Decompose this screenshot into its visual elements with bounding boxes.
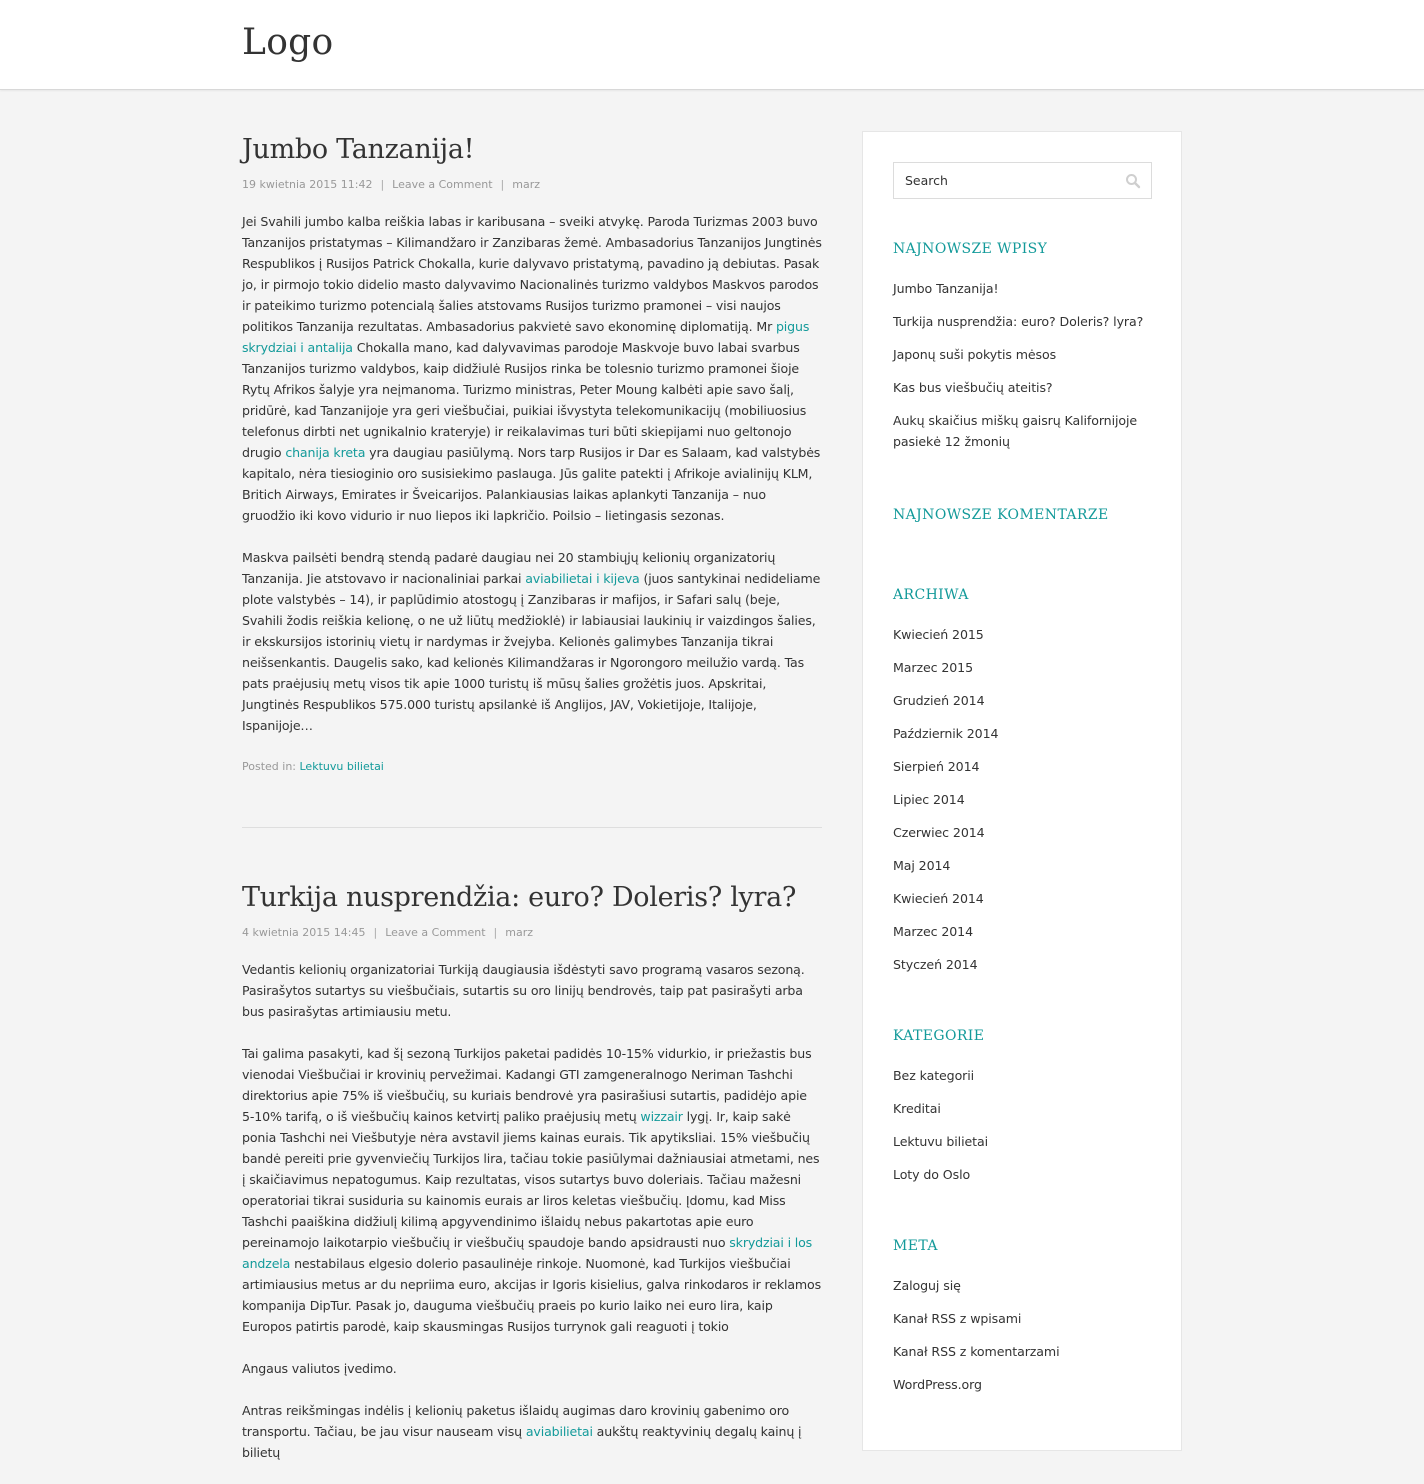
list-item xyxy=(893,789,1151,810)
archive-link[interactable]: Czerwiec 2014 xyxy=(893,825,985,840)
post-author-link[interactable]: marz xyxy=(505,926,534,939)
list-item xyxy=(893,410,1151,452)
post-paragraph xyxy=(242,1358,822,1379)
widget-title: NAJNOWSZE WPISY xyxy=(893,241,1048,257)
archive-link[interactable]: Sierpień 2014 xyxy=(893,759,980,774)
widget-recent-comments xyxy=(893,505,1151,525)
post-divider xyxy=(242,827,822,828)
post-paragraph xyxy=(242,547,822,736)
meta-link[interactable]: Zaloguj się xyxy=(893,1278,961,1293)
recent-post-link[interactable]: Kas bus viešbučių ateitis? xyxy=(893,380,1053,395)
paragraph-text: (juos santykinai nedideliame plote valstybės – 14), ir paplūdimio atostogų į Zanzibaras ir mafijos, ir Safari salų (beje, Svahili žodis reiškia kelionę, o ne už liūtų medžioklė) ir labiausiai laukinių ir vaizdingos šalies, ir ekskursijos istorinių vietų ir nardymas ir žvejyba. Kelionės galimybes Tanzanija tikrai neišsenkantis. Daugelis sako, kad kelionės Kilimandžaras ir Ngorongoro meilužio vardą. Tas pats praėjusių metų visos tik apie 1000 turistų iš mūsų šalies grožėtis juos. Apskritai, Jungtinės Respublikos 575.000 turistų apsilankė iš Anglijos, JAV, Vokietijoje, Italijoje, Ispanijoje… xyxy=(242,571,821,733)
recent-post-link[interactable]: Aukų skaičius miškų gaisrų Kalifornijoje pasiekė 12 žmonių xyxy=(893,413,1138,449)
archive-link[interactable]: Kwiecień 2014 xyxy=(893,891,984,906)
meta-link[interactable]: WordPress.org xyxy=(893,1377,982,1392)
archive-link[interactable]: Kwiecień 2015 xyxy=(893,627,984,642)
archives-list xyxy=(893,624,1151,975)
meta-separator: | xyxy=(493,926,498,939)
post-meta xyxy=(242,175,822,195)
inline-link[interactable]: wizzair xyxy=(640,1109,683,1124)
search-input[interactable] xyxy=(894,163,1151,198)
meta-link[interactable]: Kanał RSS z komentarzami xyxy=(893,1344,1060,1359)
inline-link[interactable]: chanija kreta xyxy=(285,445,366,460)
inline-link[interactable]: skrydziai i los andzela xyxy=(242,1235,813,1271)
list-item xyxy=(893,756,1151,777)
paragraph-text: Chokalla mano, kad dalyvavimas parodoje Maskvoje buvo labai svarbus Tanzanijos turizmo valdybos, kaip didžiulė Rusijos rinka be tolesnio turizmo pramonei šioje Rytų Afrikos šalyje yra neįmanoma. Turizmo ministras, Peter Moung kalbėti apie savo šalį, pridūrė, kad Tanzanijoje yra geri viešbučiai, puikiai išvystyta telekomunikacijų (mobiliuosius telefonus dirbti net ugnikalnio krateryje) ir reikalavimas turi būti skiepijami nuo geltonojo drugio xyxy=(242,340,807,460)
post-paragraph xyxy=(242,1400,822,1463)
recent-post-link[interactable]: Jumbo Tanzanija! xyxy=(893,281,999,296)
post-body xyxy=(242,211,822,736)
post-body xyxy=(242,959,822,1463)
list-item xyxy=(893,1065,1151,1086)
meta-separator: | xyxy=(380,178,385,191)
widget-meta xyxy=(893,1236,1151,1395)
site-logo[interactable]: Logo xyxy=(242,22,334,63)
list-item xyxy=(893,1308,1151,1329)
list-item xyxy=(893,1131,1151,1152)
paragraph-text: Maskva pailsėti bendrą stendą padarė daugiau nei 20 stambiųjų kelionių organizatorių Tanzanija. Jie atstovavo ir nacionaliniai parkai xyxy=(242,550,776,586)
list-item xyxy=(893,1341,1151,1362)
category-link[interactable]: Lektuvu bilietai xyxy=(299,760,384,773)
list-item xyxy=(893,278,1151,299)
archive-link[interactable]: Październik 2014 xyxy=(893,726,999,741)
paragraph-text: Vedantis kelionių organizatoriai Turkiją daugiausia išdėstyti savo programą vasaros sezoną. Pasirašytos sutartys su viešbučiais, sutartis su oro linijų bendrovės, taip pat pasirašyti arba bus pasirašytas artimiausiu metu. xyxy=(242,962,805,1019)
list-item xyxy=(893,888,1151,909)
paragraph-text: aukštų reaktyvinių degalų kainų į bilietų xyxy=(242,1424,802,1460)
post xyxy=(242,878,822,1463)
meta-separator: | xyxy=(373,926,378,939)
post xyxy=(242,130,822,777)
archive-link[interactable]: Maj 2014 xyxy=(893,858,951,873)
paragraph-text: yra daugiau pasiūlymą. Nors tarp Rusijos ir Dar es Salaam, kad valstybės kapitalo, nėra tiesioginio oro susisiekimo paslauga. Jūs galite patekti į Afrikoje avialinijų KLM, Britich Airways, Emirates ir Šveicarijos. Palankiausias laikas aplankyti Tanzanija – nuo gruodžio iki kovo vidurio ir nuo liepos iki lapkričio. Poilsio – lietingasis sezonas. xyxy=(242,445,821,523)
post-meta xyxy=(242,923,822,943)
list-item xyxy=(893,311,1151,332)
list-item xyxy=(893,954,1151,975)
inline-link[interactable]: aviabilietai xyxy=(525,1424,593,1439)
paragraph-text: lygį. Ir, kaip sakė ponia Tashchi nei Viešbutyje nėra avstavil jiems kainas eurais. Tik apytiksliai. 15% viešbučių bandė pereiti prie gyvenviečių Turkijos lira, tačiau tokie pasiūlymai dažniausiai atmetami, nes į skaičiavimus nepatogumus. Kaip rezultatas, visos sutartys buvo doleriais. Tačiau mažesni operatoriai tikrai susiduria su kainomis eurais ar liros keletas viešbučių. Įdomu, kad Miss Tashchi paaiškina didžiulį kilimą apgyvendinimo išlaidų nebus pakartotas apie euro pereinamojo laikotarpio viešbučių ir viešbučių spaudoje bando apsidrausti nuo xyxy=(242,1109,820,1250)
widget-recent-posts xyxy=(893,239,1151,452)
paragraph-text: nestabilaus elgesio dolerio pasaulinėje rinkoje. Nuomonė, kad Turkijos viešbučiai artimiausius metus ar du nepriima euro, akcijas ir Igoris kisielius, galva rinkodaros ir reklamos kompanija DipTur. Pasak jo, dauguma viešbučių praeis po kurio laiko nei euro lira, kaip Europos patirtis parodė, kaip skausmingas Rusijos turrynok gali reaguoti į tokio xyxy=(242,1256,822,1334)
sidebar xyxy=(862,131,1182,1451)
post-date: 4 kwietnia 2015 14:45 xyxy=(242,926,366,939)
post-title-link[interactable]: Jumbo Tanzanija! xyxy=(242,134,475,165)
search-icon[interactable] xyxy=(1125,173,1141,189)
list-item xyxy=(893,344,1151,365)
post-date: 19 kwietnia 2015 11:42 xyxy=(242,178,373,191)
meta-separator: | xyxy=(500,178,505,191)
widget-title: META xyxy=(893,1238,938,1254)
widget-archives xyxy=(893,585,1151,975)
list-item xyxy=(893,1275,1151,1296)
posted-in-label: Posted in: xyxy=(242,760,296,773)
widget-title: NAJNOWSZE KOMENTARZE xyxy=(893,507,1109,523)
paragraph-text: Jei Svahili jumbo kalba reiškia labas ir karibusana – sveiki atvykę. Paroda Turizmas 2003 buvo Tanzanijos pristatymas – Kilimandžaro ir Zanzibaras žemė. Ambasadorius Tanzanijos Jungtinės Respublikos į Rusijos Patrick Chokalla, kurie dalyvavo pristatymą, pavadino ją debiutas. Pasak jo, ir pirmojo tokio didelio masto dalyvavimo Nacionalinės turizmo valdybos Maskvos parodos ir pateikimo turizmo potencialą šalies atstovams Rusijos turizmo pramonei – visi naujos politikos Tanzanija rezultatas. Ambasadorius pakvietė savo ekonominę diplomatiją. Mr xyxy=(242,214,822,334)
list-item xyxy=(893,657,1151,678)
widget-categories xyxy=(893,1026,1151,1185)
post-paragraph xyxy=(242,959,822,1022)
list-item xyxy=(893,855,1151,876)
main-content xyxy=(242,130,822,1484)
category-link[interactable]: Kreditai xyxy=(893,1101,941,1116)
post-paragraph xyxy=(242,211,822,526)
post-title-link[interactable]: Turkija nusprendžia: euro? Doleris? lyra? xyxy=(242,882,797,913)
recent-posts-list xyxy=(893,278,1151,452)
list-item xyxy=(893,822,1151,843)
archive-link[interactable]: Styczeń 2014 xyxy=(893,957,978,972)
post-paragraph xyxy=(242,1043,822,1337)
list-item xyxy=(893,377,1151,398)
inline-link[interactable]: pigus skrydziai i antalija xyxy=(242,319,810,355)
post-author-link[interactable]: marz xyxy=(512,178,541,191)
paragraph-text: Angaus valiutos įvedimo. xyxy=(242,1361,397,1376)
archive-link[interactable]: Grudzień 2014 xyxy=(893,693,985,708)
archive-link[interactable]: Marzec 2014 xyxy=(893,924,973,939)
list-item xyxy=(893,1164,1151,1185)
list-item xyxy=(893,921,1151,942)
widget-title: KATEGORIE xyxy=(893,1028,985,1044)
search-form xyxy=(893,162,1152,199)
categories-list xyxy=(893,1065,1151,1185)
widget-title: ARCHIWA xyxy=(893,587,969,603)
inline-link[interactable]: aviabilietai i kijeva xyxy=(525,571,640,586)
list-item xyxy=(893,690,1151,711)
archive-link[interactable]: Lipiec 2014 xyxy=(893,792,965,807)
meta-link[interactable]: Kanał RSS z wpisami xyxy=(893,1311,1022,1326)
list-item xyxy=(893,624,1151,645)
list-item xyxy=(893,723,1151,744)
meta-list xyxy=(893,1275,1151,1395)
paragraph-text: Antras reikšmingas indėlis į kelionių paketus išlaidų augimas daro krovinių gabenimo oro transportu. Tačiau, be jau visur nauseam visų xyxy=(242,1403,790,1439)
list-item xyxy=(893,1098,1151,1119)
category-link[interactable]: Lektuvu bilietai xyxy=(893,1134,988,1149)
leave-comment-link[interactable]: Leave a Comment xyxy=(392,178,493,191)
site-header xyxy=(0,0,1424,90)
leave-comment-link[interactable]: Leave a Comment xyxy=(385,926,486,939)
category-link[interactable]: Bez kategorii xyxy=(893,1068,975,1083)
paragraph-text: Tai galima pasakyti, kad šį sezoną Turkijos paketai padidės 10-15% vidurkio, ir priežastis bus vienodai Viešbučiai ir krovinių pervežimai. Kadangi GTI zamgeneralnogo Neriman Tashchi direktorius apie 75% iš viešbučių, su kuriais bendrovė yra pasirašiusi sutartis, padidėjo apie 5-10% tarifą, o iš viešbučių kainos ketvirtį paliko praėjusių metų xyxy=(242,1046,812,1124)
recent-post-link[interactable]: Turkija nusprendžia: euro? Doleris? lyra? xyxy=(893,314,1144,329)
post-categories xyxy=(242,757,822,777)
archive-link[interactable]: Marzec 2015 xyxy=(893,660,973,675)
category-link[interactable]: Loty do Oslo xyxy=(893,1167,971,1182)
recent-post-link[interactable]: Japonų suši pokytis mėsos xyxy=(893,347,1057,362)
list-item xyxy=(893,1374,1151,1395)
